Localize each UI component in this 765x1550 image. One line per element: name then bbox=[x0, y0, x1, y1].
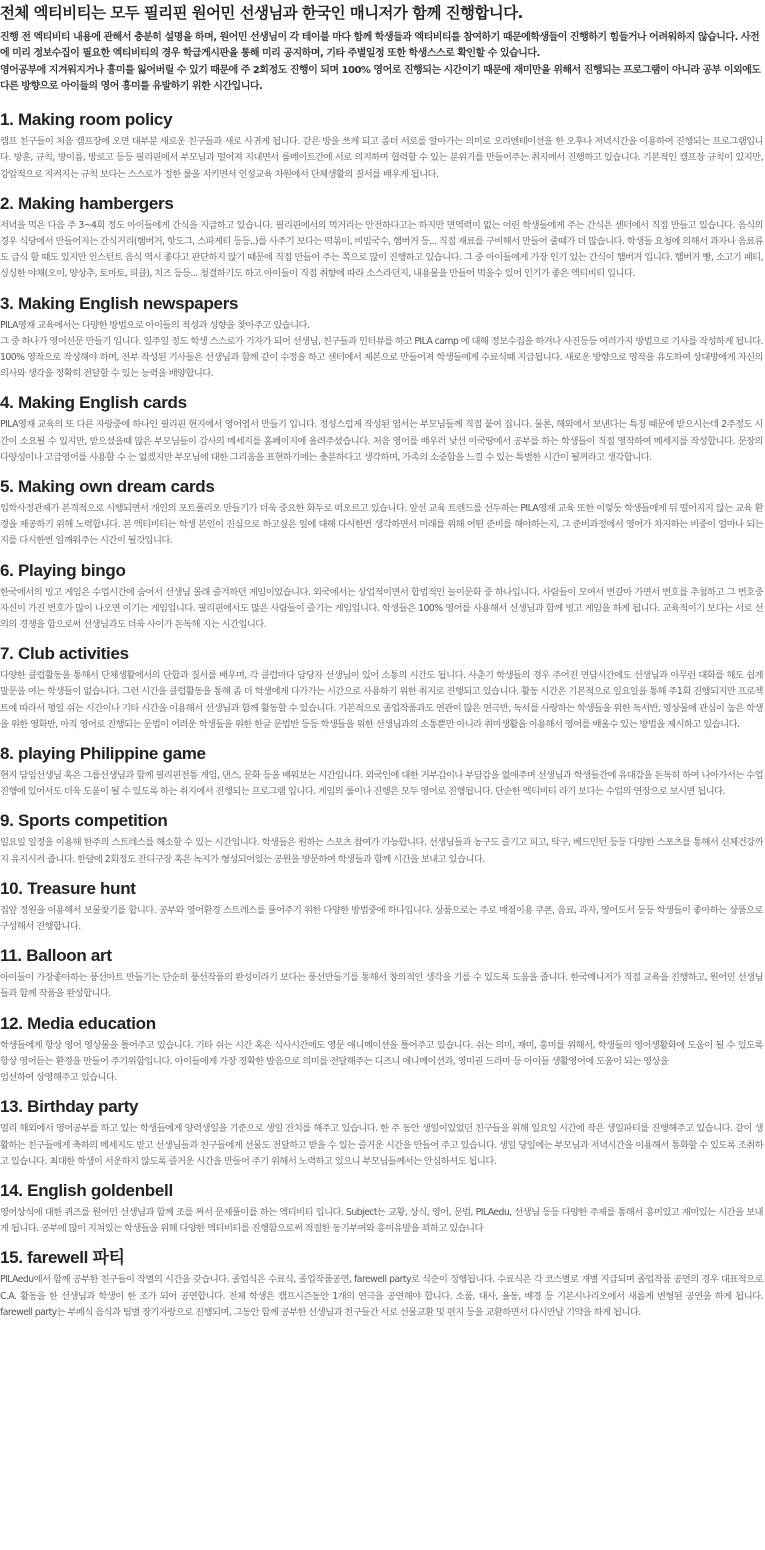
activity-section bbox=[0, 876, 763, 935]
section-paragraph: PILA영재 교육의 또 다른 자랑중에 하나인 필리핀 현지에서 영어엽서 만들기 입니다. 정성스럽게 작성된 엽서는 부모님들께 직접 붙여 집니다. 물론, 해외에서 보낸다는 특징 때문에 받으시는데 2주정도 시간이 소요될 수 있지만, 받으셨을때 많은 부모님들이 감사의 메세지를 홈페이지에 올려주셨습니다. 처음 영어를 배우러 낯선 이국땅에서 공부를 하는 학생들이 직접 영작하여 메세지를 작성합니다. 문장의 다양성이나 고급영어를 사용할 수 는 없겠지만 부모님에 대한 그리움을 표현하기에는 충분하다고 생각하며, 가족의 소중함을 느낄 수 있는 특별한 시간이 될꺼라고 생각합니다. bbox=[0, 419, 763, 463]
activity-section bbox=[0, 1094, 763, 1170]
activity-section bbox=[0, 291, 763, 383]
section-paragraph: PILAedu에서 함께 공부한 친구들이 작별의 시간을 갖습니다. 졸업식은 수료식, 졸업작품공연, farewell party로 식순이 징행됩니다. 수료식은 각 코스별로 개별 지급되며 졸업작품 공연의 경우 대표적으로 C.A. 활동을 한 선생님과 학생이 한 조가 되어 공연합니다. 전체 학생은 캠프시즌동안 1개의 연극을 공연해야 합니다. 소품, 대사, 율동, 배경 등 기본시나리오에서 새롭게 변형된 공연을 하게 됩니다. farewell party는 부페식 음식과 팀별 장기자랑으로 진행되며, 그동안 함께 공부한 선생님과 친구들간 서로 선물교환 및 편지 등을 교환하면서 다시만날 기약을 하게 됩니다. bbox=[0, 1274, 763, 1318]
section-title: 7. Club activities bbox=[0, 644, 129, 664]
section-body bbox=[0, 1205, 763, 1237]
section-body bbox=[0, 903, 763, 935]
activity-section bbox=[0, 474, 763, 550]
section-title: 3. Making English newspapers bbox=[0, 293, 239, 313]
section-body bbox=[0, 768, 763, 800]
section-title: 8. playing Philippine game bbox=[0, 744, 206, 764]
intro-paragraph: 영어공부에 지겨워지거나 흥미를 잃어버릴 수 있기 때문에 주 2회정도 진행이 되며 100% 영어로 진행되는 시간이기 때문에 재미만을 위해서 진행되는 프로그램이 아니라 공부 이외에도 다른 방향으로 아이들의 영어 흥미를 유발하기 위한 시간입니다. bbox=[0, 64, 761, 92]
activity-section bbox=[0, 641, 763, 733]
section-paragraph: 저녁을 먹은 다음 주 3~4회 정도 아이들에게 간식을 지급하고 있습니다. 필리핀에서의 먹거리는 안전하다고는 하지만 면역력이 없는 어린 학생들에게 주는 간식은 센터에서 직접 만들고 있습니다. 음식의 경우 식당에서 만들어지는 간식거리(햄버거, 핫도그, 스파게티 등등..)를 사주기 보다는 떡볶이, 비빔국수, 햄버거 등... 직접 재료를 구비해서 만들어 줄때가 더 많습니다. 학생들 요청에 의해서 과자나 음료류도 급식 할 때도 있지만 인스턴트 음식 역시 좋다고 판단하지 않기 때문에 직접 만들어 주는 쪽으로 많이 진행하고 있습니다. 그 중 아이들에게 가장 인기 있는 간식이 햄버거 입니다. 햄버거 빵, 소고기 패티, 싱싱한 야채(오이, 양상추, 토마토, 피클), 치즈 등등... 청결하기도 하고 아이들이 직접 취향에 따라 소스라던지, 내용물을 만들어 먹을수 있어 인기가 좋은 엑티비티 입니다. bbox=[0, 219, 763, 280]
section-body bbox=[0, 501, 763, 550]
intro-block bbox=[0, 30, 763, 95]
activity-sections bbox=[0, 107, 763, 1321]
activity-section bbox=[0, 808, 763, 867]
section-title: 1. Making room policy bbox=[0, 110, 173, 130]
section-paragraph: 입학사정관제가 본격적으로 시행되면서 개인의 포트폴리오 만들기가 더욱 중요한 화두로 떠오르고 있습니다. 앞선 교육 트렌드를 선두하는 PILA영재 교육 또한 이렇듯 학생들에게 뒤 떨어지지 않는 교육 환경을 제공하기 위해 노력합니다. 본 엑티비티는 학생 본인이 진심으로 하고싶은 일에 대해 다시한번 생각하면서 미래를 위해 어떤 준비를 해야하는지, 그 준비과정에서 영어가 차지하는 비중이 얼마나 되는지를 다시한번 일깨워주는 시간이 될것입니다. bbox=[0, 503, 763, 547]
section-body bbox=[0, 134, 763, 183]
section-body bbox=[0, 970, 763, 1002]
section-body bbox=[0, 417, 763, 466]
activity-section bbox=[0, 558, 763, 634]
section-paragraph: 학생들에게 항상 영어 영상물을 틀어주고 있습니다. 기타 쉬는 시간 혹은 식사시간에도 영문 애니메이션을 틀어주고 있습니다. 쉬는 의미, 재미, 흥미를 위해서, 학생들의 영어생활화에 도움이 될 수 있도록 항상 영어듣는 환경을 만들어 주기위함입니다. 아이들에게 가장 정확한 발음으로 의미를 전달해주는 디즈니 애니메이션과, 영미권 드라마 등 아이들 생활영어에 도움이 되는 영상을 bbox=[0, 1039, 763, 1067]
section-title: 13. Birthday party bbox=[0, 1097, 139, 1117]
section-paragraph: 엄선하여 상영해주고 있습니다. bbox=[0, 1072, 117, 1084]
section-title: 2. Making hambergers bbox=[0, 193, 174, 213]
section-body bbox=[0, 218, 763, 283]
section-title: 9. Sports competition bbox=[0, 811, 168, 831]
section-title: 10. Treasure hunt bbox=[0, 878, 136, 898]
activity-section bbox=[0, 107, 763, 183]
section-body bbox=[0, 1121, 763, 1170]
section-paragraph: 다양한 클럽활동을 통해서 단체생활에서의 단합과 질서를 배우며, 각 클럽마다 담당자 선생님이 있어 소통의 시간도 됩니다. 사춘기 학생들의 경우 주어진 면담시간에도 선생님과 아무런 대화를 해도 쉽게 말문을 여는 학생들이 없습니다. 그런 시간을 클럽활동을 통해 좀 더 학생에게 다가가는 시간으로 사용하기 위한 취지로 진행되고 있습니다. 활동 시간은 기본적으로 일요일을 통해 주1회 진행되지만 프로젝트에 따라서 평일 쉬는 시간이나 기타 시간을 이용해서 선생님과 함께 활동할 수 있습니다. 기본적으로 졸업작품과도 연관이 많은 연극반, 독서를 사랑하는 학생들을 위한 독서반, 영상물에 관심이 높은 학생을 위한 영화반, 아직 영어로 진행되는 문법이 어려운 학생들을 위한 한글 문법반 등등 학생들을 위한 선생님과의 소통뿐만 아니라 취미생활을 이용해서 영어를 배울수 있는 방법을 제시하고 있습니다. bbox=[0, 670, 763, 730]
section-title: 12. Media education bbox=[0, 1013, 156, 1033]
section-paragraph: 아이들이 가장좋아하는 풍선아트 만들기는 단순히 풍선작품의 완성이라기 보다는 풍선만들기를 통해서 창의적인 생각을 기를 수 있도록 도움을 줍니다. 한국메니저가 직접 교육을 진행하고, 원어민 선생님들과 함께 작품을 완성합니다. bbox=[0, 972, 763, 1000]
section-paragraph: 한국에서의 빙고 게임은 수업시간에 숨어서 선생님 몰래 즐겨하던 게임이었습니다. 외국에서는 상업적이면서 합법적인 놀이문화 중 하나입니다. 사람들이 모여서 번갈아 가면서 번호를 추첨하고 그 번호중 자신이 가진 번호가 많이 나오면 이기는 게임입니다. 필리핀에서도 많은 사람들이 즐기는 게임입니다. 학생들은 100% 영어를 사용해서 선생님과 함께 빙고 게임을 하게 됩니다. 교육적이기 보다는 서로 선의의 경쟁을 함으로써 선생님과도 더욱 사이가 돈독해 지는 시간입니다. bbox=[0, 586, 763, 631]
section-paragraph: 영어상식에 대한 퀴즈를 원어민 선생님과 함께 조를 짜서 문제풀이를 하는 엑티비티 입니다. Subject는 교황, 상식, 영어, 문법, PILAedu, 선생님 등등 다양한 주제를 통해서 흥미있고 재미있는 시간을 보내게 됩니다. 공부에 많이 지쳐있는 학생들을 위해 다양한 엑티비티를 진행함으로써 적절한 동기부여와 흥미유발을 꾀하고 있습니다 bbox=[0, 1206, 763, 1235]
section-title: 14. English goldenbell bbox=[0, 1180, 173, 1200]
section-body bbox=[0, 835, 763, 867]
section-body bbox=[0, 318, 763, 383]
page-title: 전체 엑티비티는 모두 필리핀 원어민 선생님과 한국인 매니저가 함께 진행합니다. bbox=[0, 4, 523, 22]
activity-section bbox=[0, 1245, 763, 1321]
section-paragraph: 그 중 하나가 영어신문 만들기 입니다. 일주일 정도 학생 스스로가 기자가 되어 선생님, 친구들과 인터뷰를 하고 PILA camp 에 대해 정보수집을 하거나 사진등등 여러가지 방법으로 기사를 작성하게 됩니다. 100% 영작으로 작성해야 하며, 전부 작성된 기사들은 선생님과 함께 같이 수정을 하고 센터에서 제본으로 만들어져 학생들에게 수료식때 지급됩니다. 새로운 방향으로 영작을 유도하여 상대방에게 자신의 의사와 생각을 정확히 전달할 수 있는 능력을 배양합니다. bbox=[0, 335, 763, 380]
activity-section bbox=[0, 943, 763, 1002]
section-body bbox=[0, 668, 763, 733]
activity-section bbox=[0, 1178, 763, 1237]
section-title: 4. Making English cards bbox=[0, 393, 187, 413]
section-paragraph: 캠프 친구들이 처음 캠프장에 오면 대부분 새로운 친구들과 새로 사귀게 됩니다. 같은 방을 쓰게 되고 좀더 서로를 알아가는 의미로 오리엔테이션을 한 오후나 저녁시간을 이용하여 진행되는 프로그램입니다. 방훈, 규칙, 방이름, 방로고 등등 필리핀에서 부모님과 떨어져 지내면서 룸메이트간에 서로 의지하며 협력할 수 있는 분위기를 만들어주는 취지에서 진행하고 있습니다. 기본적인 캠프장 규칙이 있지만, 강압적으로 지켜지는 규칙 보다는 스스로가 정한 룰을 지키면서 인성교육 차원에서 단체생활의 질서를 배우게 됩니다. bbox=[0, 136, 763, 180]
section-paragraph: 일요일 일정을 이용해 한주의 스트레스를 해소할 수 있는 시간입니다. 학생들은 원하는 스포츠 참여가 가능합니다. 선생님들과 농구도 즐기고 피고, 탁구, 베드민턴 등등 다양한 스포츠를 통해서 신체건강까지 유지시켜 줍니다. 한달에 2회정도 잔디구장 혹은 녹지가 형성되어있는 공원을 방문하여 학생들과 함께 시간을 보내고 있습니다. bbox=[0, 837, 763, 865]
intro-paragraph: 진행 전 엑티비티 내용에 관해서 충분히 설명을 하며, 원어민 선생님이 각 테이블 마다 함께 학생들과 엑티비티를 참여하기 때문에학생들이 진행하기 힘들거나 어려워하지 않습니다. 사전에 미리 정보수집이 필요한 엑티비티의 경우 학급게시판을 통해 미리 공지하며, 기타 주별일정 또한 학생스스로 확인할 수 있습니다. bbox=[0, 32, 760, 60]
section-body bbox=[0, 1272, 763, 1321]
section-paragraph: 멀리 해외에서 영어공부를 하고 있는 학생들에게 양력생일을 기준으로 생일 잔치를 해주고 있습니다. 한 주 동안 생일이있었던 친구들을 위해 일요일 시간에 작은 생일파티를 진행해주고 있습니다. 같이 생활하는 친구들에게 축하의 메세지도 받고 선생님들과 친구들에게 선물도 전달하고 받을 수 있는 즐거운 시간을 만들어 주고 있습니다. 생일 당일에는 부모님과 저녁시간을 이용해서 통화할 수 있도록 조취하고 있습니다. 최대한 학생이 서운하지 않도록 즐거운 시간을 만들어 주기 위해서 노력하고 있으니 부모님들께서는 안심하셔도 됩니다. bbox=[0, 1123, 763, 1167]
activity-section bbox=[0, 390, 763, 466]
section-paragraph: 현지 담임선생님 혹은 그룹선생님과 함께 필리핀전통 게임, 댄스, 문화 등을 배워보는 시간입니다. 외국인에 대한 거부감이나 부담감을 없애주며 선생님과 학생들간에 유대감을 돈독히 하여 나아가서는 수업진행에 있어서도 더욱 도움이 될 수 있도록 하는 취지에서 진행되는 프로그램 입니다. 게임의 룰이나 진행은 모두 영어로 진행됩니다. 단순한 엑티비티 라기 보다는 수업의 연장으로 보시면 됩니다. bbox=[0, 770, 763, 798]
section-paragraph: 집앞 정원을 이용해서 보물찾기를 합니다. 공부와 영어환경 스트레스를 풀어주기 위한 다양한 방법중에 하나입니다. 상품으로는 주로 매점이용 쿠폰, 음료, 과자, 영어도서 등등 학생들이 좋아하는 상품으로 구성해서 진행합니다. bbox=[0, 904, 763, 933]
activity-section bbox=[0, 1011, 763, 1087]
activity-section bbox=[0, 741, 763, 800]
section-title: 15. farewell 파티 bbox=[0, 1248, 125, 1268]
section-title: 6. Playing bingo bbox=[0, 560, 126, 580]
section-title: 11. Balloon art bbox=[0, 946, 112, 966]
section-body bbox=[0, 1038, 763, 1087]
section-paragraph: PILA영재 교육에서는 다양한 방법으로 아이들의 적성과 성향을 찾아주고 있습니다. bbox=[0, 319, 310, 331]
activity-section bbox=[0, 191, 763, 283]
section-body bbox=[0, 585, 763, 634]
section-title: 5. Making own dream cards bbox=[0, 477, 215, 497]
